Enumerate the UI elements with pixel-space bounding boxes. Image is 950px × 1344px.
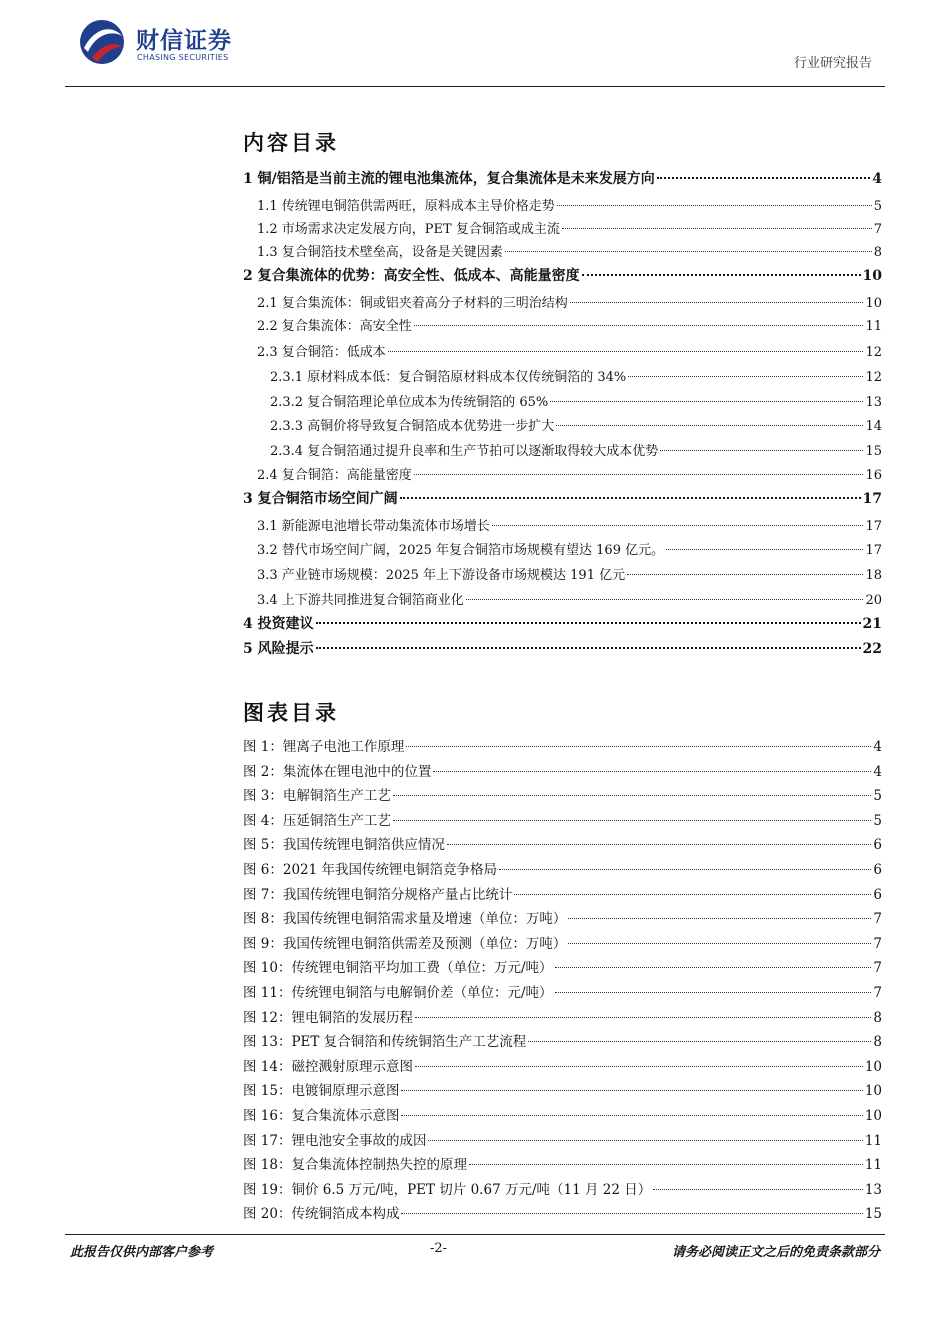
dot-leader bbox=[653, 1189, 863, 1190]
toc-entry[interactable] bbox=[257, 589, 882, 609]
toc-entry-page: 21 bbox=[862, 616, 882, 632]
figure-entry-text: 图 3：电解铜箔生产工艺 bbox=[243, 788, 391, 804]
dot-leader bbox=[492, 525, 864, 526]
figure-entry[interactable] bbox=[243, 784, 882, 805]
toc-entry-page: 8 bbox=[873, 245, 882, 260]
figure-entry[interactable] bbox=[243, 760, 882, 781]
toc-entry[interactable] bbox=[243, 613, 882, 635]
figure-entry-text: 图 15：电镀铜原理示意图 bbox=[243, 1083, 400, 1099]
figure-entry[interactable] bbox=[243, 932, 882, 953]
dot-leader bbox=[568, 943, 871, 944]
dot-leader bbox=[514, 894, 871, 895]
figure-entry-text: 图 1：锂离子电池工作原理 bbox=[243, 739, 405, 755]
figure-entry-text: 图 19：铜价 6.5 万元/吨，PET 切片 0.67 万元/吨（11 月 22 日） bbox=[243, 1182, 652, 1198]
dot-leader bbox=[406, 746, 871, 747]
figure-entry-page: 11 bbox=[864, 1157, 882, 1173]
toc-entry[interactable] bbox=[270, 391, 882, 411]
toc-entry[interactable] bbox=[257, 241, 882, 261]
toc-entry[interactable] bbox=[257, 195, 882, 215]
toc-entry-text: 3 复合铜箔市场空间广阔 bbox=[243, 491, 398, 507]
toc-entry-page: 11 bbox=[865, 319, 882, 334]
toc-entry[interactable] bbox=[257, 564, 882, 584]
toc-entry-page: 17 bbox=[862, 491, 882, 507]
toc-entry-page: 20 bbox=[865, 593, 882, 608]
figures-title: 图表目录 bbox=[243, 700, 339, 725]
toc-entry[interactable] bbox=[270, 415, 882, 435]
toc-entry[interactable] bbox=[257, 539, 882, 559]
figure-entry-page: 15 bbox=[864, 1206, 882, 1222]
toc-entry-page: 18 bbox=[865, 568, 882, 583]
figure-entry-page: 10 bbox=[864, 1108, 882, 1124]
figure-entry-text: 图 5：我国传统锂电铜箔供应情况 bbox=[243, 837, 445, 853]
dot-leader bbox=[316, 647, 861, 649]
dot-leader bbox=[393, 795, 872, 796]
dot-leader bbox=[557, 205, 872, 206]
dot-leader bbox=[428, 1140, 862, 1141]
dot-leader bbox=[666, 549, 863, 550]
toc-entry-text: 3.4 上下游共同推进复合铜箔商业化 bbox=[257, 593, 464, 608]
figure-entry[interactable] bbox=[243, 981, 882, 1002]
figure-entry-text: 图 18：复合集流体控制热失控的原理 bbox=[243, 1157, 467, 1173]
toc-entry-page: 14 bbox=[865, 419, 882, 434]
toc-entry-text: 3.3 产业链市场规模：2025 年上下游设备市场规模达 191 亿元 bbox=[257, 568, 626, 583]
figure-entry-text: 图 7：我国传统锂电铜箔分规格产量占比统计 bbox=[243, 887, 513, 903]
toc-entry[interactable] bbox=[243, 488, 882, 510]
toc-entry-page: 12 bbox=[865, 345, 882, 360]
dot-leader bbox=[414, 474, 864, 475]
figure-entry[interactable] bbox=[243, 1079, 882, 1100]
figure-entry-text: 图 14：磁控溅射原理示意图 bbox=[243, 1059, 413, 1075]
dot-leader bbox=[469, 1164, 863, 1165]
figure-entry-page: 5 bbox=[873, 813, 882, 829]
company-logo bbox=[78, 18, 268, 68]
toc-entry-page: 7 bbox=[873, 222, 882, 237]
toc-entry-text: 2.2 复合集流体：高安全性 bbox=[257, 319, 412, 334]
toc-entry[interactable] bbox=[270, 366, 882, 386]
toc-entry-text: 2.1 复合集流体：铜或铝夹着高分子材料的三明治结构 bbox=[257, 296, 568, 311]
dot-leader bbox=[401, 1213, 862, 1214]
dot-leader bbox=[555, 992, 872, 993]
toc-entry[interactable] bbox=[257, 464, 882, 484]
toc-entry-page: 16 bbox=[865, 468, 882, 483]
figure-entry-page: 4 bbox=[873, 764, 882, 780]
dot-leader bbox=[388, 351, 864, 352]
figure-entry[interactable] bbox=[243, 1153, 882, 1174]
figure-entry-text: 图 6：2021 年我国传统锂电铜箔竞争格局 bbox=[243, 862, 498, 878]
figure-entry-page: 8 bbox=[873, 1034, 882, 1050]
figure-entry[interactable] bbox=[243, 1055, 882, 1076]
figure-entry-page: 7 bbox=[873, 911, 882, 927]
dot-leader bbox=[528, 1041, 871, 1042]
figure-entry-text: 图 16：复合集流体示意图 bbox=[243, 1108, 400, 1124]
header-divider bbox=[65, 86, 885, 87]
dot-leader bbox=[562, 228, 872, 229]
figure-entry[interactable] bbox=[243, 1104, 882, 1125]
figure-entry-page: 6 bbox=[873, 887, 882, 903]
figure-entry-page: 6 bbox=[873, 862, 882, 878]
toc-entry-text: 2.3.2 复合铜箔理论单位成本为传统铜箔的 65% bbox=[270, 395, 549, 410]
toc-entry[interactable] bbox=[243, 638, 882, 660]
figure-entry-text: 图 8：我国传统锂电铜箔需求量及增速（单位：万吨） bbox=[243, 911, 567, 927]
figure-entry-text: 图 12：锂电铜箔的发展历程 bbox=[243, 1010, 413, 1026]
toc-entry[interactable] bbox=[257, 315, 882, 335]
toc-title: 内容目录 bbox=[243, 130, 339, 155]
figure-entry-text: 图 17：锂电池安全事故的成因 bbox=[243, 1133, 427, 1149]
logo-name-cn: 财信证券 bbox=[136, 28, 232, 54]
dot-leader bbox=[414, 325, 864, 326]
dot-leader bbox=[393, 820, 872, 821]
logo-name-en: CHASING SECURITIES bbox=[137, 53, 229, 62]
figure-entry[interactable] bbox=[243, 956, 882, 977]
figure-entry-page: 10 bbox=[864, 1083, 882, 1099]
page-number: -2- bbox=[430, 1241, 448, 1256]
figure-entry[interactable] bbox=[243, 735, 882, 756]
dot-leader bbox=[556, 425, 863, 426]
toc-entry-page: 5 bbox=[873, 199, 882, 214]
figure-entry[interactable] bbox=[243, 858, 882, 879]
toc-entry-text: 1.1 传统锂电铜箔供需两旺，原料成本主导价格走势 bbox=[257, 199, 555, 214]
toc-entry-text: 2.3.4 复合铜箔通过提升良率和生产节拍可以逐渐取得较大成本优势 bbox=[270, 444, 659, 459]
toc-entry[interactable] bbox=[257, 341, 882, 361]
toc-entry[interactable] bbox=[243, 168, 882, 190]
figure-entry[interactable] bbox=[243, 809, 882, 830]
figure-entry[interactable] bbox=[243, 883, 882, 904]
toc-entry-text: 2.3.3 高铜价将导致复合铜箔成本优势进一步扩大 bbox=[270, 419, 555, 434]
figure-entry[interactable] bbox=[243, 1178, 882, 1199]
dot-leader bbox=[582, 274, 861, 276]
figure-entry-text: 图 13：PET 复合铜箔和传统铜箔生产工艺流程 bbox=[243, 1034, 527, 1050]
toc-entry-page: 12 bbox=[865, 370, 882, 385]
figure-entry-text: 图 2：集流体在锂电池中的位置 bbox=[243, 764, 432, 780]
figure-entry-text: 图 20：传统铜箔成本构成 bbox=[243, 1206, 400, 1222]
page-header bbox=[0, 0, 950, 90]
toc-entry[interactable] bbox=[257, 218, 882, 238]
dot-leader bbox=[568, 918, 871, 919]
toc-entry-page: 22 bbox=[862, 641, 882, 657]
dot-leader bbox=[657, 177, 871, 179]
dot-leader bbox=[415, 1066, 863, 1067]
toc-entry-page: 15 bbox=[865, 444, 882, 459]
figure-entry-page: 8 bbox=[873, 1010, 882, 1026]
dot-leader bbox=[499, 869, 871, 870]
report-type-label: 行业研究报告 bbox=[793, 56, 872, 71]
logo-mark-icon bbox=[78, 18, 126, 66]
figure-entry-page: 7 bbox=[873, 985, 882, 1001]
dot-leader bbox=[401, 1115, 862, 1116]
figure-entry[interactable] bbox=[243, 907, 882, 928]
dot-leader bbox=[400, 497, 861, 499]
toc-entry-text: 1.3 复合铜箔技术壁垒高，设备是关键因素 bbox=[257, 245, 503, 260]
figure-entry[interactable] bbox=[243, 1030, 882, 1051]
figure-entry-page: 10 bbox=[864, 1059, 882, 1075]
figure-entry[interactable] bbox=[243, 833, 882, 854]
dot-leader bbox=[415, 1017, 871, 1018]
figure-entry-page: 4 bbox=[873, 739, 882, 755]
figure-entry-page: 6 bbox=[873, 837, 882, 853]
figure-entry-text: 图 10：传统锂电铜箔平均加工费（单位：万元/吨） bbox=[243, 960, 553, 976]
toc-entry-page: 4 bbox=[872, 171, 882, 187]
toc-entry-text: 5 风险提示 bbox=[243, 641, 314, 657]
figure-entry-page: 11 bbox=[864, 1133, 882, 1149]
toc-entry-page: 17 bbox=[865, 543, 882, 558]
figure-entry-text: 图 9：我国传统锂电铜箔供需差及预测（单位：万吨） bbox=[243, 936, 567, 952]
toc-entry-text: 3.1 新能源电池增长带动集流体市场增长 bbox=[257, 519, 490, 534]
dot-leader bbox=[316, 622, 861, 624]
dot-leader bbox=[505, 251, 872, 252]
toc-entry-page: 13 bbox=[865, 395, 882, 410]
footer-divider bbox=[65, 1234, 885, 1235]
toc-entry-text: 2 复合集流体的优势：高安全性、低成本、高能量密度 bbox=[243, 268, 580, 284]
dot-leader bbox=[550, 401, 863, 402]
dot-leader bbox=[628, 376, 863, 377]
toc-entry-page: 17 bbox=[865, 519, 882, 534]
toc-entry[interactable] bbox=[243, 265, 882, 287]
dot-leader bbox=[466, 599, 864, 600]
toc-entry-text: 2.4 复合铜箔：高能量密度 bbox=[257, 468, 412, 483]
figure-entry-page: 7 bbox=[873, 960, 882, 976]
figure-entry-text: 图 4：压延铜箔生产工艺 bbox=[243, 813, 391, 829]
toc-entry-text: 4 投资建议 bbox=[243, 616, 314, 632]
dot-leader bbox=[555, 967, 872, 968]
toc-entry-text: 2.3 复合铜箔：低成本 bbox=[257, 345, 386, 360]
dot-leader bbox=[627, 574, 863, 575]
figure-entry-page: 7 bbox=[873, 936, 882, 952]
toc-entry-text: 3.2 替代市场空间广阔，2025 年复合铜箔市场规模有望达 169 亿元。 bbox=[257, 543, 665, 558]
dot-leader bbox=[570, 302, 864, 303]
dot-leader bbox=[447, 844, 872, 845]
toc-entry-text: 2.3.1 原材料成本低：复合铜箔原材料成本仅传统铜箔的 34% bbox=[270, 370, 627, 385]
figure-entry-text: 图 11：传统锂电铜箔与电解铜价差（单位：元/吨） bbox=[243, 985, 553, 1001]
toc-entry-text: 1 铜/铝箔是当前主流的锂电池集流体，复合集流体是未来发展方向 bbox=[243, 171, 655, 187]
toc-entry-page: 10 bbox=[862, 268, 882, 284]
footer-notice: 请务必阅读正文之后的免责条款部分 bbox=[671, 1245, 880, 1260]
figure-entry[interactable] bbox=[243, 1202, 882, 1223]
toc-entry-text: 1.2 市场需求决定发展方向，PET 复合铜箔或成主流 bbox=[257, 222, 560, 237]
toc-entry-page: 10 bbox=[865, 296, 882, 311]
figure-entry-page: 13 bbox=[864, 1182, 882, 1198]
figure-entry[interactable] bbox=[243, 1129, 882, 1150]
figure-entry[interactable] bbox=[243, 1006, 882, 1027]
toc-entry[interactable] bbox=[257, 515, 882, 535]
dot-leader bbox=[660, 450, 863, 451]
dot-leader bbox=[401, 1090, 862, 1091]
footer-disclaimer: 此报告仅供内部客户参考 bbox=[70, 1245, 214, 1260]
dot-leader bbox=[433, 771, 871, 772]
toc-entry[interactable] bbox=[270, 440, 882, 460]
figure-entry-page: 5 bbox=[873, 788, 882, 804]
toc-entry[interactable] bbox=[257, 292, 882, 312]
